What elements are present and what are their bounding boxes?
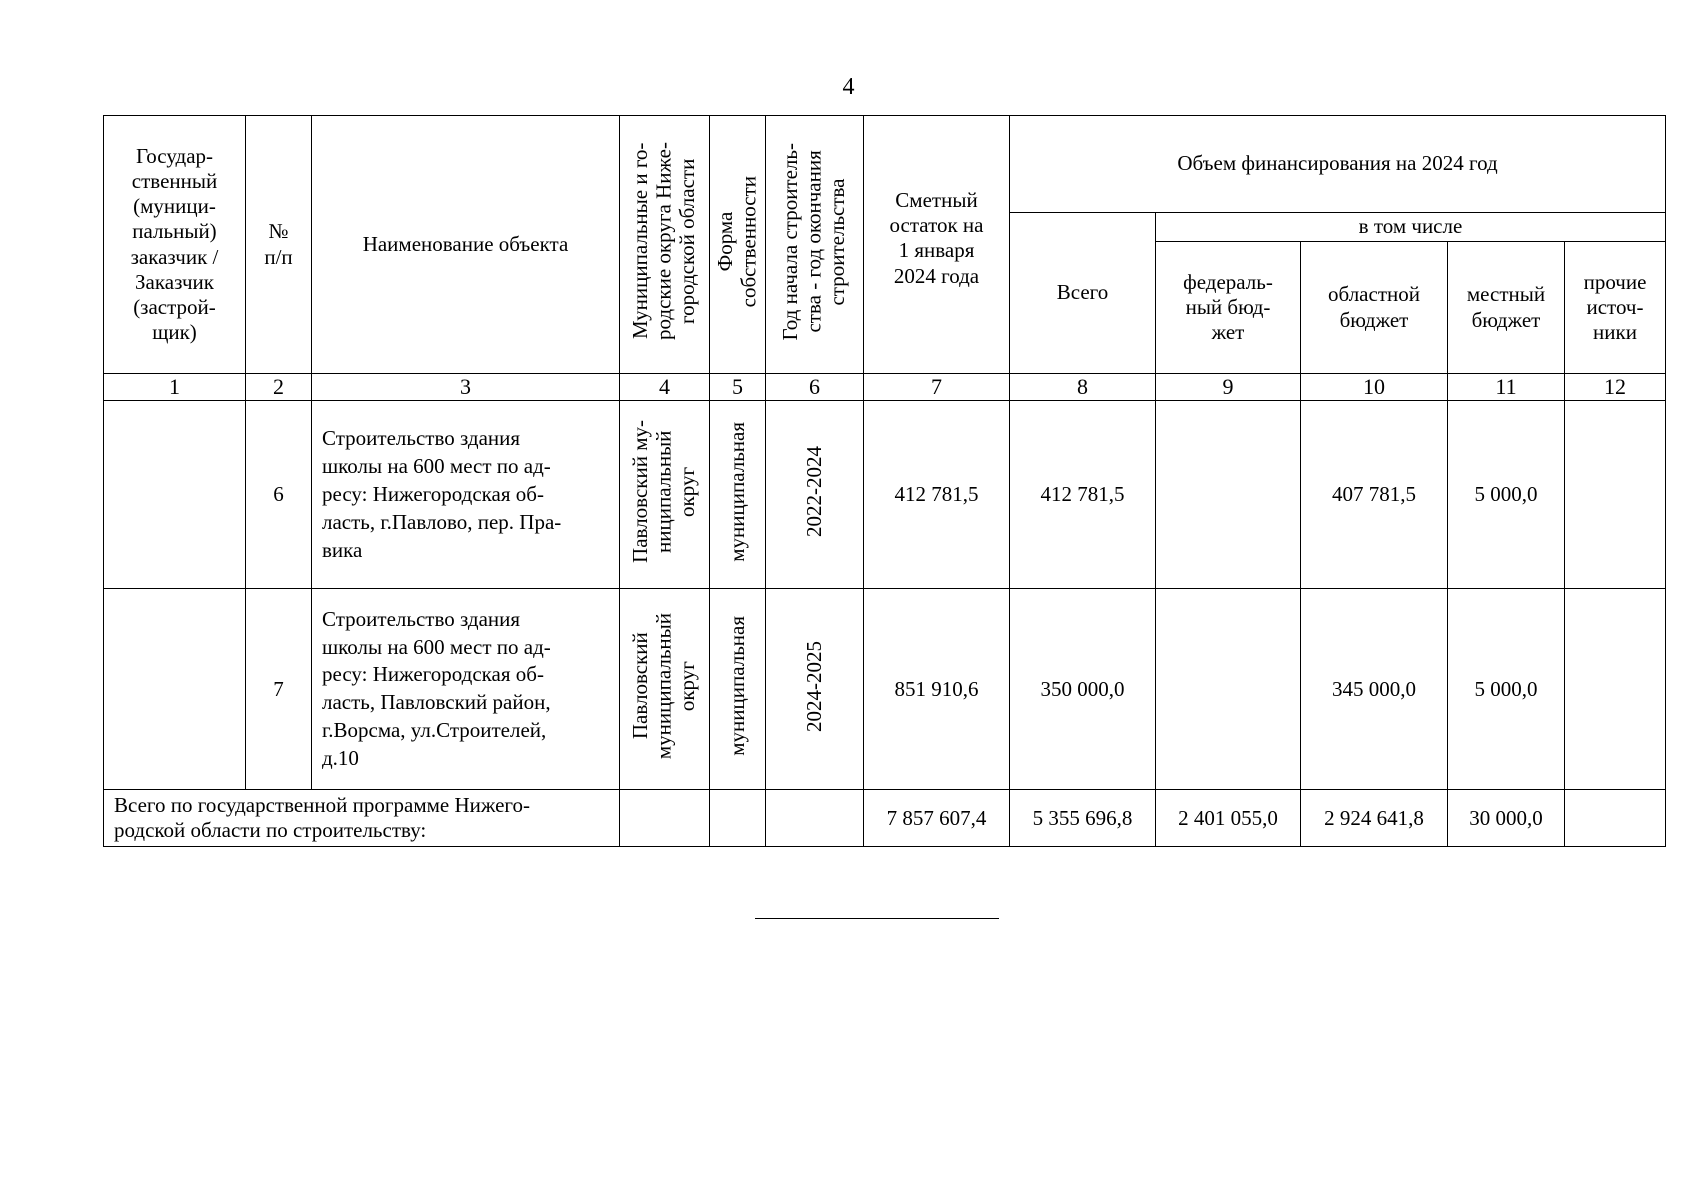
row-local: 5 000,0 xyxy=(1448,589,1565,790)
header-ownership: Форма собственности xyxy=(710,116,766,374)
header-including: в том числе xyxy=(1156,213,1666,242)
row-regional: 345 000,0 xyxy=(1301,589,1448,790)
header-municipality: Муниципальные и го- родские округа Ниже- городской области xyxy=(620,116,710,374)
row-federal xyxy=(1156,589,1301,790)
totals-estimate: 7 857 607,4 xyxy=(864,790,1010,847)
column-number: 11 xyxy=(1448,374,1565,401)
totals-row xyxy=(104,790,1666,847)
row-federal xyxy=(1156,401,1301,589)
row-object-name: Строительство здания школы на 600 мест по ад- ресу: Нижегородская об- ласть, Павловский район, г.Ворсма, ул.Строителей, д.10 xyxy=(312,589,620,790)
row-ownership: муниципальная xyxy=(710,589,766,790)
financing-table xyxy=(103,115,1666,847)
header-estimate: Сметный остаток на 1 января 2024 года xyxy=(864,116,1010,374)
row-estimate: 412 781,5 xyxy=(864,401,1010,589)
header-number: № п/п xyxy=(246,116,312,374)
column-number: 7 xyxy=(864,374,1010,401)
row-municipality: Павловский му- ниципальный округ xyxy=(620,401,710,589)
column-number: 1 xyxy=(104,374,246,401)
page-number: 4 xyxy=(842,74,855,100)
column-number-row xyxy=(104,374,1666,401)
header-customer: Государ- ственный (муници- пальный) заказчик / Заказчик (застрой- щик) xyxy=(104,116,246,374)
row-local: 5 000,0 xyxy=(1448,401,1565,589)
header-federal: федераль- ный бюд- жет xyxy=(1156,242,1301,374)
row-other xyxy=(1565,401,1666,589)
row-years: 2022-2024 xyxy=(766,401,864,589)
header-financing: Объем финансирования на 2024 год xyxy=(1010,116,1666,213)
header-regional: областной бюджет xyxy=(1301,242,1448,374)
row-customer xyxy=(104,401,246,589)
row-number: 7 xyxy=(246,589,312,790)
column-number: 5 xyxy=(710,374,766,401)
totals-other xyxy=(1565,790,1666,847)
column-number: 4 xyxy=(620,374,710,401)
header-years: Год начала строитель- ства - год окончания строительства xyxy=(766,116,864,374)
column-number: 12 xyxy=(1565,374,1666,401)
header-row-1 xyxy=(104,116,1666,213)
row-number: 6 xyxy=(246,401,312,589)
row-customer xyxy=(104,589,246,790)
totals-local: 30 000,0 xyxy=(1448,790,1565,847)
row-other xyxy=(1565,589,1666,790)
totals-municipality xyxy=(620,790,710,847)
column-number: 8 xyxy=(1010,374,1156,401)
totals-years xyxy=(766,790,864,847)
row-total: 412 781,5 xyxy=(1010,401,1156,589)
row-regional: 407 781,5 xyxy=(1301,401,1448,589)
row-ownership: муниципальная xyxy=(710,401,766,589)
header-total: Всего xyxy=(1010,213,1156,374)
column-number: 9 xyxy=(1156,374,1301,401)
table-row xyxy=(104,589,1666,790)
totals-regional: 2 924 641,8 xyxy=(1301,790,1448,847)
row-estimate: 851 910,6 xyxy=(864,589,1010,790)
totals-ownership xyxy=(710,790,766,847)
column-number: 10 xyxy=(1301,374,1448,401)
row-years: 2024-2025 xyxy=(766,589,864,790)
row-object-name: Строительство здания школы на 600 мест по ад- ресу: Нижегородская об- ласть, г.Павлово, пер. Пра- вика xyxy=(312,401,620,589)
header-object-name: Наименование объекта xyxy=(312,116,620,374)
totals-federal: 2 401 055,0 xyxy=(1156,790,1301,847)
header-other: прочие источ- ники xyxy=(1565,242,1666,374)
column-number: 3 xyxy=(312,374,620,401)
table-row xyxy=(104,401,1666,589)
row-total: 350 000,0 xyxy=(1010,589,1156,790)
totals-label: Всего по государственной программе Нижего- родской области по строительству: xyxy=(104,790,620,847)
totals-total: 5 355 696,8 xyxy=(1010,790,1156,847)
column-number: 6 xyxy=(766,374,864,401)
row-municipality: Павловский муниципальный округ xyxy=(620,589,710,790)
column-number: 2 xyxy=(246,374,312,401)
header-local: местный бюджет xyxy=(1448,242,1565,374)
end-divider-line xyxy=(755,918,999,919)
